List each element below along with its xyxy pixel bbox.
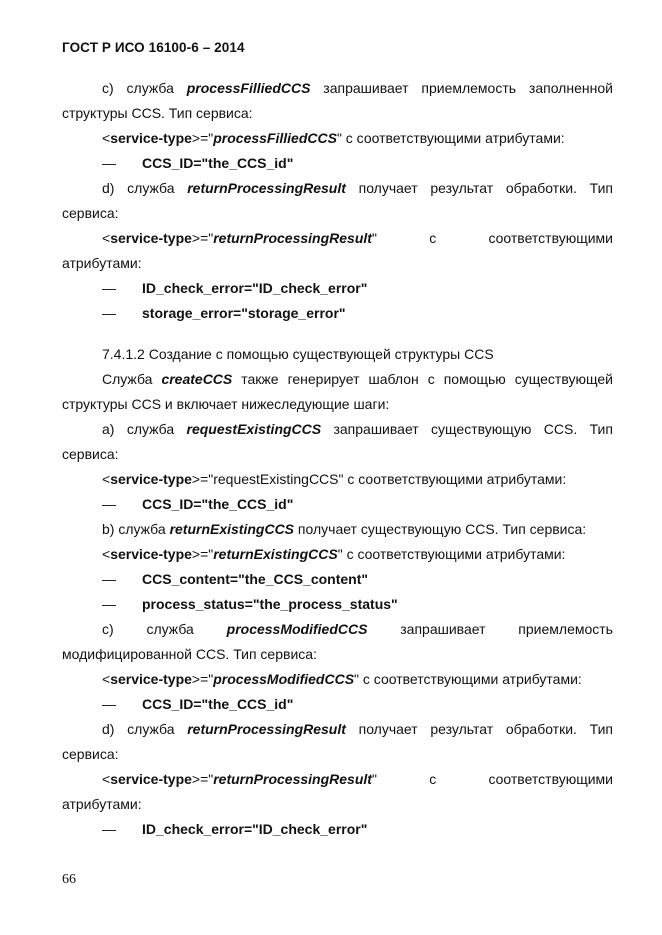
attribute-text: CCS_content="the_CCS_content"	[142, 571, 369, 587]
service-name: returnProcessingResult	[187, 721, 346, 737]
service-name: returnExistingCCS	[169, 521, 295, 537]
paragraph-line: атрибутами:	[62, 255, 142, 271]
paragraph-line: d) служба returnProcessingResult получает результат обработки. Тип	[102, 721, 613, 737]
service-type-line: <service-type>="requestExistingCCS" с соответствующими атрибутами:	[102, 471, 567, 487]
attribute-text: storage_error="storage_error"	[142, 305, 346, 321]
paragraph-line: сервиса:	[62, 746, 119, 762]
paragraph-line: а) служба requestExistingCCS запрашивает существующую CCS. Тип	[102, 421, 613, 437]
attribute-text: process_status="the_process_status"	[142, 596, 398, 612]
service-type-line: <service-type>="returnProcessingResult" с соответствующими	[102, 771, 613, 787]
service-type-line: <service-type>="processFilliedCCS" с соответствующими атрибутами:	[102, 130, 565, 146]
word: приемлемость	[421, 80, 517, 96]
paragraph-line: структуры CCS и включает нижеследующие шаги:	[62, 396, 390, 412]
paragraph-line	[102, 79, 613, 97]
dash-marker: —	[102, 280, 116, 296]
paragraph-line: d) служба returnProcessingResult получает результат обработки. Тип	[102, 180, 613, 196]
service-name: returnProcessingResult	[187, 180, 346, 196]
service-type-line: <service-type>="processModifiedCCS" с соответствующими атрибутами:	[102, 671, 582, 687]
document-header: ГОСТ Р ИСО 16100-6 – 2014	[62, 40, 245, 55]
paragraph-line: сервиса:	[62, 446, 119, 462]
service-name: processFilliedCCS	[186, 80, 311, 96]
paragraph-line: b) служба returnExistingCCS получает существующую CCS. Тип сервиса:	[102, 521, 587, 537]
section-heading: 7.4.1.2 Создание с помощью существующей структуры CCS	[102, 346, 494, 362]
service-name: createCCS	[161, 371, 233, 387]
paragraph-line: сервиса:	[62, 205, 119, 221]
attribute-text: CCS_ID="the_CCS_id"	[142, 496, 294, 512]
paragraph-line: с) служба processModifiedCCS запрашивает приемлемость	[102, 621, 613, 637]
dash-marker: —	[102, 696, 116, 712]
attribute-text: ID_check_error="ID_check_error"	[142, 821, 368, 837]
dash-marker: —	[102, 305, 116, 321]
word: заполненной	[528, 80, 613, 96]
paragraph-line: Служба createCCS также генерирует шаблон с помощью существующей	[102, 371, 613, 387]
word: с)	[102, 80, 114, 96]
service-name: processModifiedCCS	[226, 621, 368, 637]
dash-marker: —	[102, 821, 116, 837]
dash-marker: —	[102, 571, 116, 587]
attribute-text: CCS_ID="the_CCS_id"	[142, 696, 294, 712]
dash-marker: —	[102, 155, 116, 171]
word: запрашивает	[323, 80, 409, 96]
service-name: requestExistingCCS	[186, 421, 322, 437]
dash-marker: —	[102, 596, 116, 612]
paragraph-line: атрибутами:	[62, 796, 142, 812]
service-type-line: <service-type>="returnExistingCCS" с соответствующими атрибутами:	[102, 546, 566, 562]
paragraph-line: структуры CCS. Тип сервиса:	[62, 105, 253, 121]
word: служба	[126, 80, 174, 96]
page-number: 66	[62, 872, 76, 887]
dash-marker: —	[102, 496, 116, 512]
paragraph-line: модифицированной CCS. Тип сервиса:	[62, 646, 317, 662]
service-type-line: <service-type>="returnProcessingResult" с соответствующими	[102, 230, 613, 246]
attribute-text: CCS_ID="the_CCS_id"	[142, 155, 294, 171]
attribute-text: ID_check_error="ID_check_error"	[142, 280, 368, 296]
